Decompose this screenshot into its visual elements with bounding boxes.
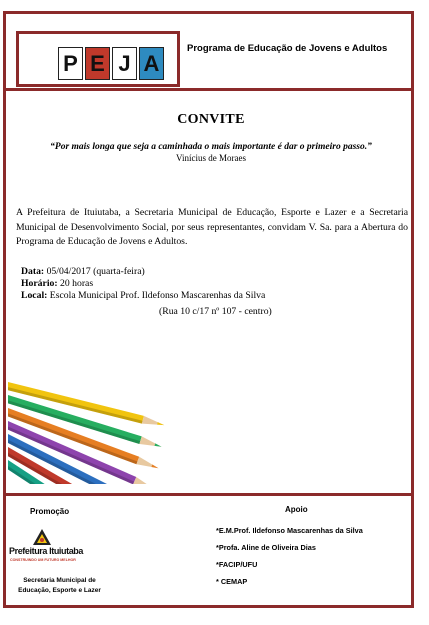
place-label: Local: xyxy=(21,290,48,301)
address: (Rua 10 c/17 nº 107 - centro) xyxy=(159,306,272,317)
quote-author: Vinícius de Moraes xyxy=(176,153,246,163)
apoio-label: Apoio xyxy=(285,505,308,514)
apoio-item: * CEMAP xyxy=(216,577,248,586)
date-line xyxy=(21,266,265,278)
program-title: Programa de Educação de Jovens e Adultos xyxy=(187,43,388,54)
apoio-item: *E.M.Prof. Ildefonso Mascarenhas da Silva xyxy=(216,526,363,535)
date-label: Data: xyxy=(21,266,45,277)
apoio-list xyxy=(216,526,363,594)
logo-letter-a: A xyxy=(139,47,164,80)
invite-body: A Prefeitura de Ituiutaba, a Secretaria Municipal de Educação, Esporte e Lazer e a Secretaria Municipal de Desenvolvimento Social, por seus representantes, convidam V. Sa. para a Abertura do Programa de Educação de Jovens e Adultos. xyxy=(16,207,408,247)
peja-logo xyxy=(58,47,166,80)
header-divider xyxy=(3,88,414,91)
apoio-item: *Profa. Aline de Oliveira Dias xyxy=(216,543,316,552)
place-line xyxy=(21,290,265,302)
time-value: 20 horas xyxy=(57,278,94,289)
date-value: 05/04/2017 (quarta-feira) xyxy=(44,266,145,277)
logo-letter-p: P xyxy=(58,47,83,80)
event-details xyxy=(21,266,265,302)
invite-quote: “Por mais longa que seja a caminhada o mais importante é dar o primeiro passo.” xyxy=(50,142,372,152)
logo-letter-e: E xyxy=(85,47,110,80)
prefeitura-tagline: CONSTRUINDO UM FUTURO MELHOR xyxy=(10,558,76,562)
secretaria-name: Secretaria Municipal de Educação, Esporte e Lazer xyxy=(18,577,101,594)
invite-title: CONVITE xyxy=(177,112,245,127)
apoio-item: *FACIP/UFU xyxy=(216,560,258,569)
place-value: Escola Municipal Prof. Ildefonso Mascarenhas da Silva xyxy=(47,290,266,301)
footer-divider xyxy=(3,493,414,496)
prefeitura-emblem-icon xyxy=(32,528,52,546)
prefeitura-name: Prefeitura Ituiutaba xyxy=(9,546,84,556)
promo-label: Promoção xyxy=(30,507,70,516)
time-line xyxy=(21,278,265,290)
colored-pencils-image xyxy=(8,372,198,484)
logo-letter-j: J xyxy=(112,47,137,80)
time-label: Horário: xyxy=(21,278,58,289)
